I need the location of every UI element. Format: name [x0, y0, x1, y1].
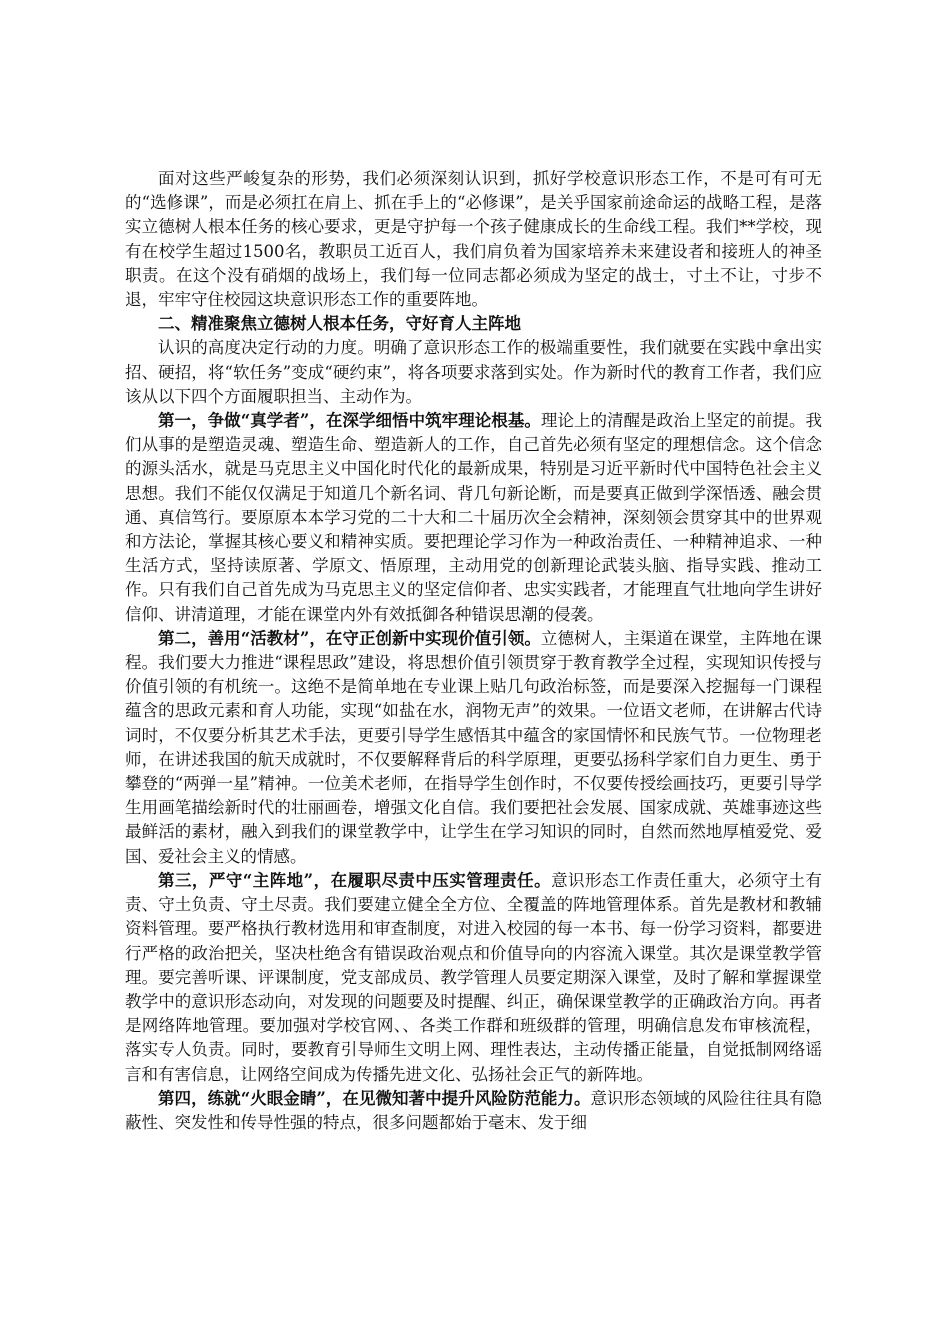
paragraph-point-3 [125, 869, 822, 1087]
paragraph-point-1 [125, 409, 822, 627]
point-2-body: 立德树人，主渠道在课堂，主阵地在课程。我们要大力推进“课程思政”建设，将思想价值引领贯穿于教育教学全过程，实现知识传授与价值引领的有机统一。这绝不是简单地在专业课上贴几句政治标签，而是要深入挖掘每一门课程蕴含的思政元素和育人功能，实现“如盐在水，润物无声”的效果。一位语文老师，在讲解古代诗词时，不仅要分析其艺术手法，更要引导学生感悟其中蕴含的家国情怀和民族气节。一位物理老师，在讲述我国的航天成就时，不仅要解释背后的科学原理，更要弘扬科学家们自力更生、勇于攀登的“两弹一星”精神。一位美术老师，在指导学生创作时，不仅要传授绘画技巧，更要引导学生用画笔描绘新时代的壮丽画卷，增强文化自信。我们要把社会发展、国家成就、英雄事迹这些最鲜活的素材，融入到我们的课堂教学中，让学生在学习知识的同时，自然而然地厚植爱党、爱国、爱社会主义的情感。 [125, 628, 823, 866]
paragraph-point-2 [125, 627, 822, 869]
point-1-lead: 第一，争做“真学者”，在深学细悟中筑牢理论根基。 [158, 411, 541, 431]
section-heading-2: 二、精准聚焦立德树人根本任务，守好育人主阵地 [158, 314, 521, 334]
point-2-lead: 第二，善用“活教材”，在守正创新中实现价值引领。 [158, 628, 541, 648]
point-4-lead: 第四，练就“火眼金睛”，在见微知著中提升风险防范能力。 [158, 1088, 591, 1108]
point-3-lead: 第三，严守“主阵地”，在履职尽责中压实管理责任。 [158, 870, 552, 890]
point-3-body: 意识形态工作责任重大，必须守土有责、守土负责、守土尽责。我们要建立健全全方位、全覆盖的阵地管理体系。首先是教材和教辅资料管理。要严格执行教材选用和审查制度，对进入校园的每一本书、每一份学习资料，都要进行严格的政治把关，坚决杜绝含有错误政治观点和价值导向的内容流入课堂。其次是课堂教学管理。要完善听课、评课制度，党支部成员、教学管理人员要定期深入课堂，及时了解和掌握课堂教学中的意识形态动向，对发现的问题要及时提醒、纠正，确保课堂教学的正确政治方向。再者是网络阵地管理。要加强对学校官网、、各类工作群和班级群的管理，明确信息发布审核流程，落实专人负责。同时，要教育引导师生文明上网、理性表达，主动传播正能量，自觉抵制网络谣言和有害信息，让网络空间成为传播先进文化、弘扬社会正气的新阵地。 [125, 870, 823, 1084]
point-4-body: 意识形态领域的风险往往具有隐蔽性、突发性和传导性强的特点，很多问题都始于毫末、发于细 [125, 1088, 823, 1132]
point-1-body: 理论上的清醒是政治上坚定的前提。我们从事的是塑造灵魂、塑造生命、塑造新人的工作，自己首先必须有坚定的理想信念。这个信念的源头活水，就是马克思主义中国化时代化的最新成果，特别是习近平新时代中国特色社会主义思想。我们不能仅仅满足于知道几个新名词、背几句新论断，而是要真正做到学深悟透、融会贯通、真信笃行。要原原本本学习党的二十大和二十届历次全会精神，深刻领会贯穿其中的世界观和方法论，掌握其核心要义和精神实质。要把理论学习作为一种政治责任、一种精神追求、一种生活方式，坚持读原著、学原文、悟原理，主动用党的创新理论武装头脑、指导实践、推动工作。只有我们自己首先成为马克思主义的坚定信仰者、忠实实践者，才能理直气壮地向学生讲好信仰、讲清道理，才能在课堂内外有效抵御各种错误思潮的侵袭。 [125, 411, 823, 624]
document-page [125, 167, 822, 1135]
paragraph-situation: 面对这些严峻复杂的形势，我们必须深刻认识到，抓好学校意识形态工作，不是可有可无的“选修课”，而是必须扛在肩上、抓在手上的“必修课”，是关乎国家前途命运的战略工程，是落实立德树人根本任务的核心要求，更是守护每一个孩子健康成长的生命线工程。我们**学校，现有在校学生超过1500名，教职员工近百人，我们肩负着为国家培养未来建设者和接班人的神圣职责。在这个没有硝烟的战场上，我们每一位同志都必须成为坚定的战士，寸土不让，寸步不退，牢牢守住校园这块意识形态工作的重要阵地。 [125, 169, 822, 310]
paragraph-point-4 [125, 1087, 822, 1135]
paragraph-intro: 认识的高度决定行动的力度。明确了意识形态工作的极端重要性，我们就要在实践中拿出实招、硬招，将“软任务”变成“硬约束”，将各项要求落到实处。作为新时代的教育工作者，我们应该从以下四个方面履职担当、主动作为。 [125, 338, 822, 406]
